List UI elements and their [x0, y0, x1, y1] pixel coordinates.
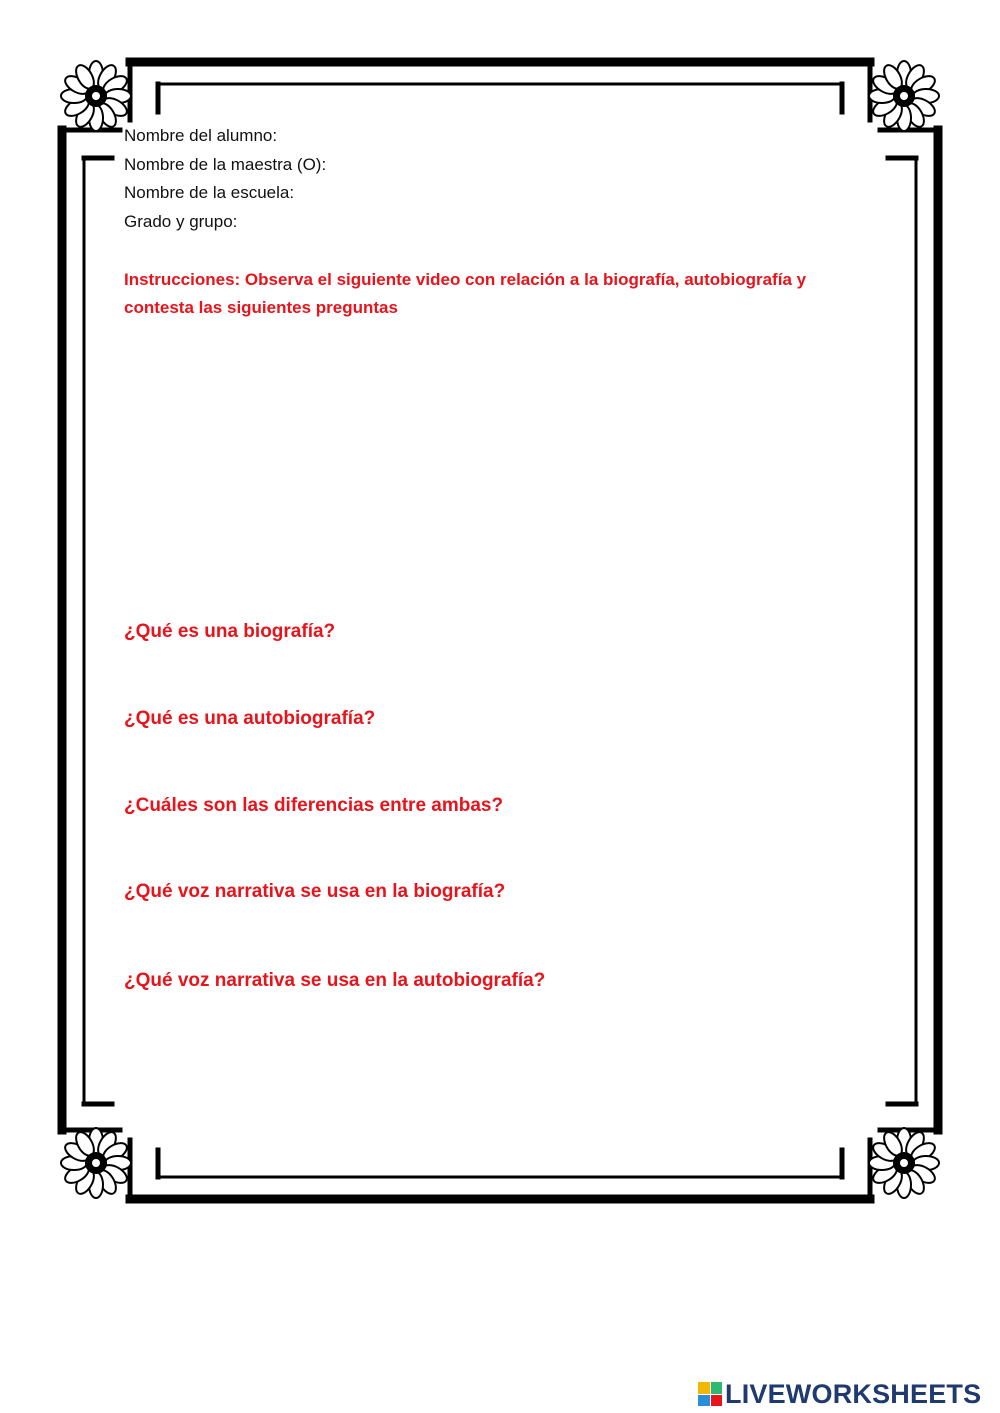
- flower-ornament-icon: [869, 1128, 939, 1198]
- flower-ornament-icon: [61, 1128, 131, 1198]
- brand-name: LIVEWORKSHEETS: [725, 1378, 982, 1409]
- teacher-name-label: Nombre de la maestra (O):: [124, 155, 327, 174]
- liveworksheets-brand[interactable]: [698, 1376, 981, 1412]
- question-2: ¿Qué es una autobiografía?: [124, 708, 376, 729]
- question-3: ¿Cuáles son las diferencias entre ambas?: [124, 795, 504, 816]
- flower-ornament-icon: [869, 61, 939, 131]
- student-name-label: Nombre del alumno:: [124, 126, 278, 145]
- liveworksheets-logo-icon: [698, 1382, 722, 1406]
- question-5: ¿Qué voz narrativa se usa en la autobiografía?: [124, 970, 546, 991]
- grade-group-label: Grado y grupo:: [124, 212, 238, 231]
- school-name-label: Nombre de la escuela:: [124, 183, 295, 202]
- flower-ornament-icon: [61, 61, 131, 131]
- question-1: ¿Qué es una biografía?: [124, 621, 336, 642]
- instructions: Instrucciones: Observa el siguiente video con relación a la biografía, autobiografía y contesta las siguientes preguntas: [124, 270, 807, 317]
- question-4: ¿Qué voz narrativa se usa en la biografía?: [124, 881, 506, 902]
